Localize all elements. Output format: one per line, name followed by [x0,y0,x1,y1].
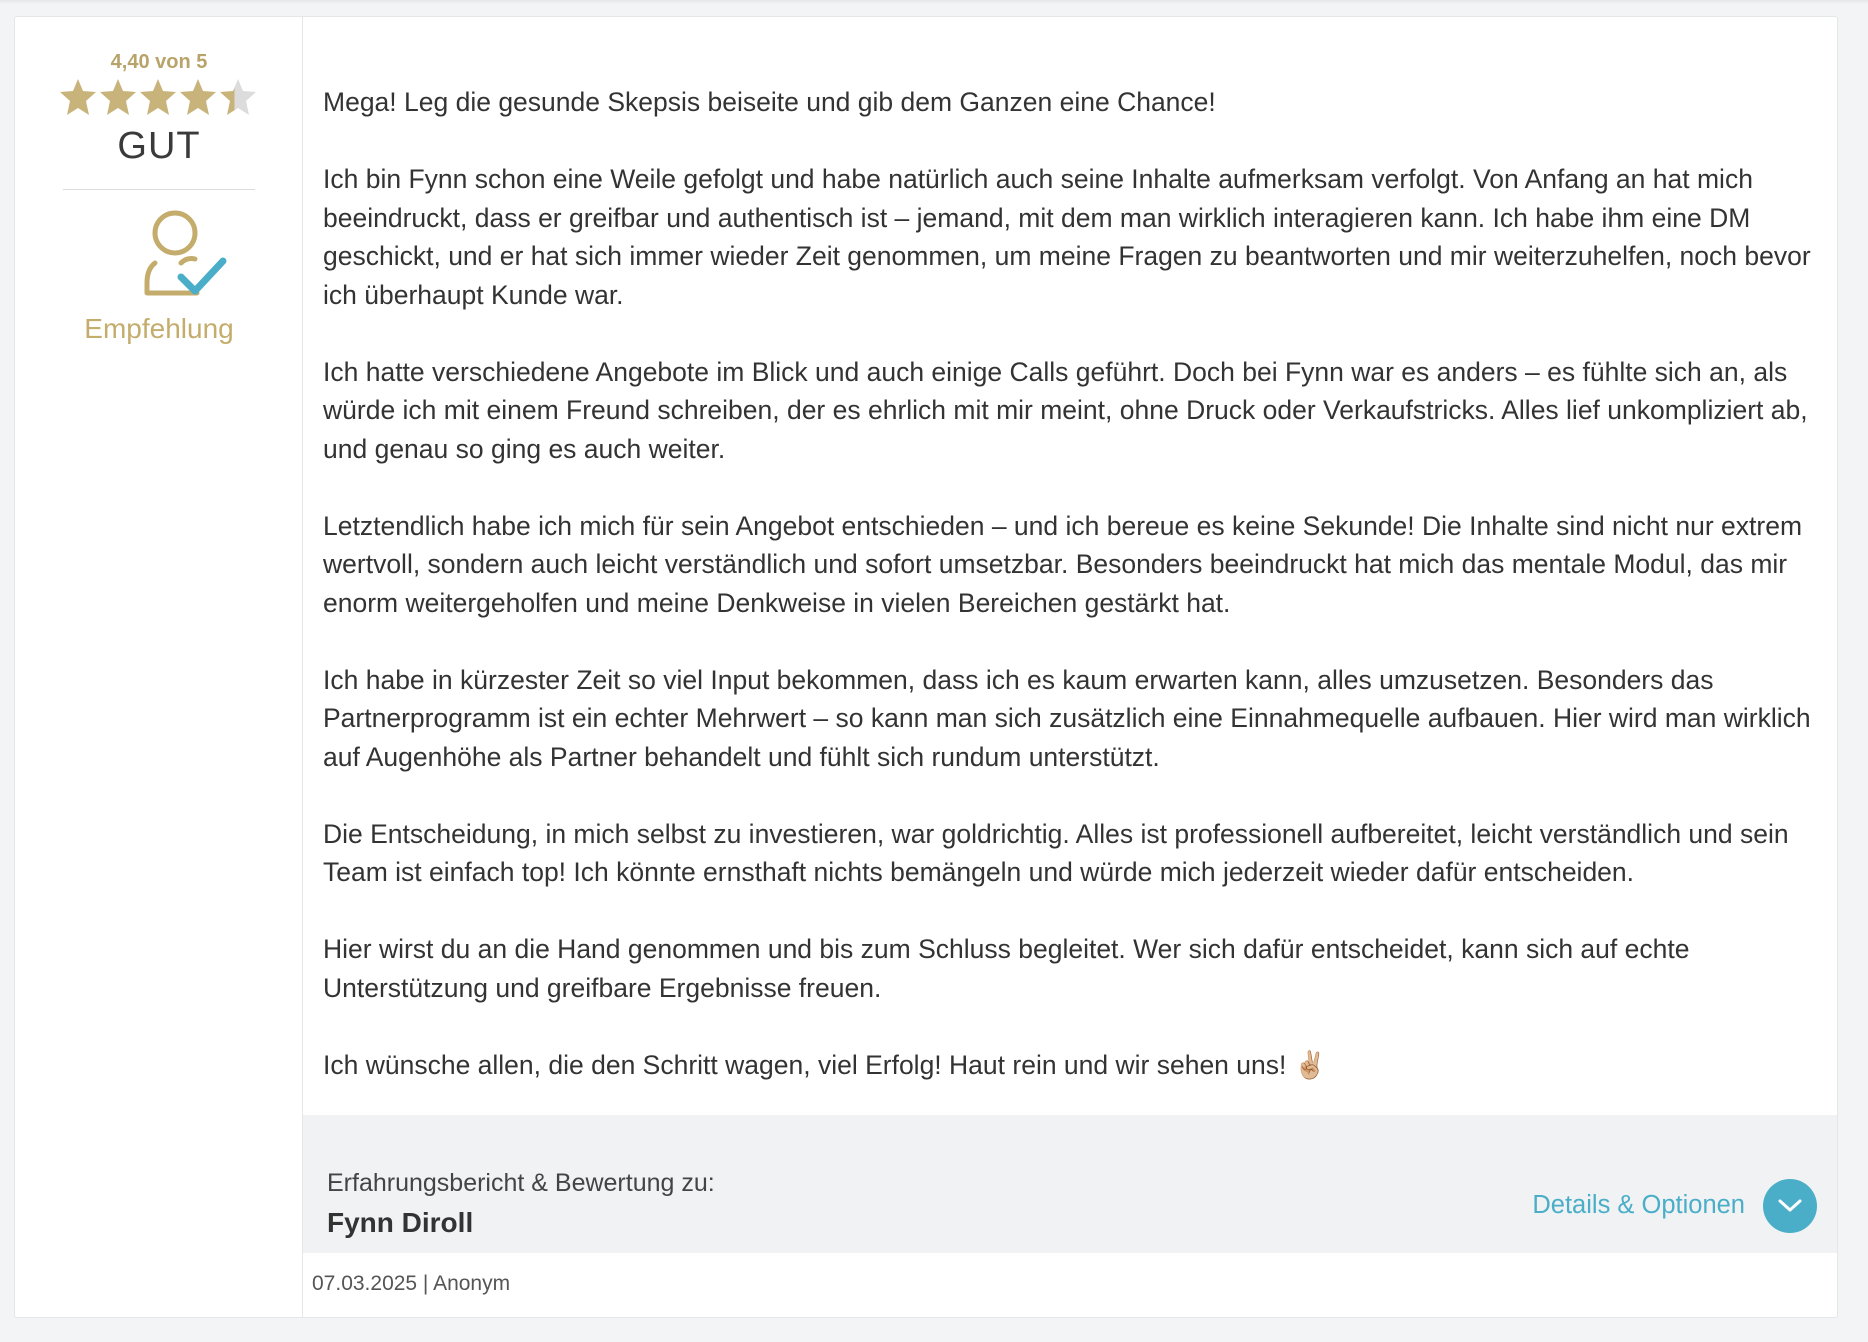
rating-grade: GUT [117,125,201,167]
rating-score-label: 4,40 von 5 [110,51,208,73]
recommendation-label: Empfehlung [84,313,234,344]
review-headline: Mega! Leg die gesunde Skepsis beiseite und gib dem Ganzen eine Chance! [323,87,1216,117]
page-top-shadow [0,0,1868,4]
review-card [14,16,1838,1318]
subject-caption: Erfahrungsbericht & Bewertung zu: [327,1169,715,1197]
chevron-down-icon [1777,1198,1803,1214]
review-subject-box [303,1115,1838,1253]
star-rating [59,77,259,121]
review-paragraph: Hier wirst du an die Hand genommen und bis zum Schluss begleitet. Wer sich dafür entscheidet, kann sich auf echte Unterstützung und greifbare Ergebnisse freuen. [323,934,1690,1003]
star-icon [219,77,257,117]
subject-name: Fynn Diroll [327,1207,474,1238]
star-icon [59,77,97,117]
review-paragraph: Ich hatte verschiedene Angebote im Blick und auch einige Calls geführt. Doch bei Fynn war es anders – es fühlte sich an, als würde ich mit einem Freund schreiben, der es ehrlich mit mir meint, ohne Druck oder Verkaufstricks. Alles lief unkompliziert ab, und genau so ging es auch weiter. [323,356,1808,464]
details-toggle-button[interactable] [1763,1179,1817,1233]
review-paragraph: Ich wünsche allen, die den Schritt wagen, viel Erfolg! Haut rein und wir sehen uns! ✌🏼 [323,1049,1327,1080]
review-text [323,83,1823,1123]
review-paragraph: Ich habe in kürzester Zeit so viel Input bekommen, dass ich es kaum erwarten kann, alles umzusetzen. Besonders das Partnerprogramm ist ein echter Mehrwert – so kann man sich zusätzlich eine Einnahmequelle aufbauen. Hier wird man wirklich auf Augenhöhe als Partner behandelt und fühlt sich rundum unterstützt. [323,664,1811,772]
review-paragraph: Die Entscheidung, in mich selbst zu investieren, war goldrichtig. Alles ist professionell aufbereitet, leicht verständlich und sein Team ist einfach top! Ich könnte ernsthaft nichts bemängeln und würde mich jederzeit wieder dafür entscheiden. [323,818,1789,887]
star-icon [179,77,217,117]
divider [63,189,255,190]
star-icon [139,77,177,117]
user-check-icon [141,207,231,303]
review-paragraph: Ich bin Fynn schon eine Weile gefolgt und habe natürlich auch seine Inhalte aufmerksam verfolgt. Von Anfang an hat mich beeindruckt, dass er greifbar und authentisch ist – jemand, mit dem man wirklich interagieren kann. Ich habe ihm eine DM geschickt, und er hat sich immer wieder Zeit genommen, um meine Fragen zu beantworten und mir weiterzuhelfen, noch bevor ich überhaupt Kunde war. [323,164,1811,310]
review-date-author: 07.03.2025 | Anonym [312,1272,511,1295]
rating-column [15,17,303,1317]
review-paragraph: Letztendlich habe ich mich für sein Angebot entschieden – und ich bereue es keine Sekunde! Die Inhalte sind nicht nur extrem wertvoll, sondern auch leicht verständlich und sofort umsetzbar. Besonders beeindruckt hat mich das mentale Modul, das mir enorm weitergeholfen und meine Denkweise in vielen Bereichen gestärkt hat. [323,510,1803,618]
star-icon [99,77,137,117]
details-options-link[interactable]: Details & Optionen [1532,1191,1745,1219]
